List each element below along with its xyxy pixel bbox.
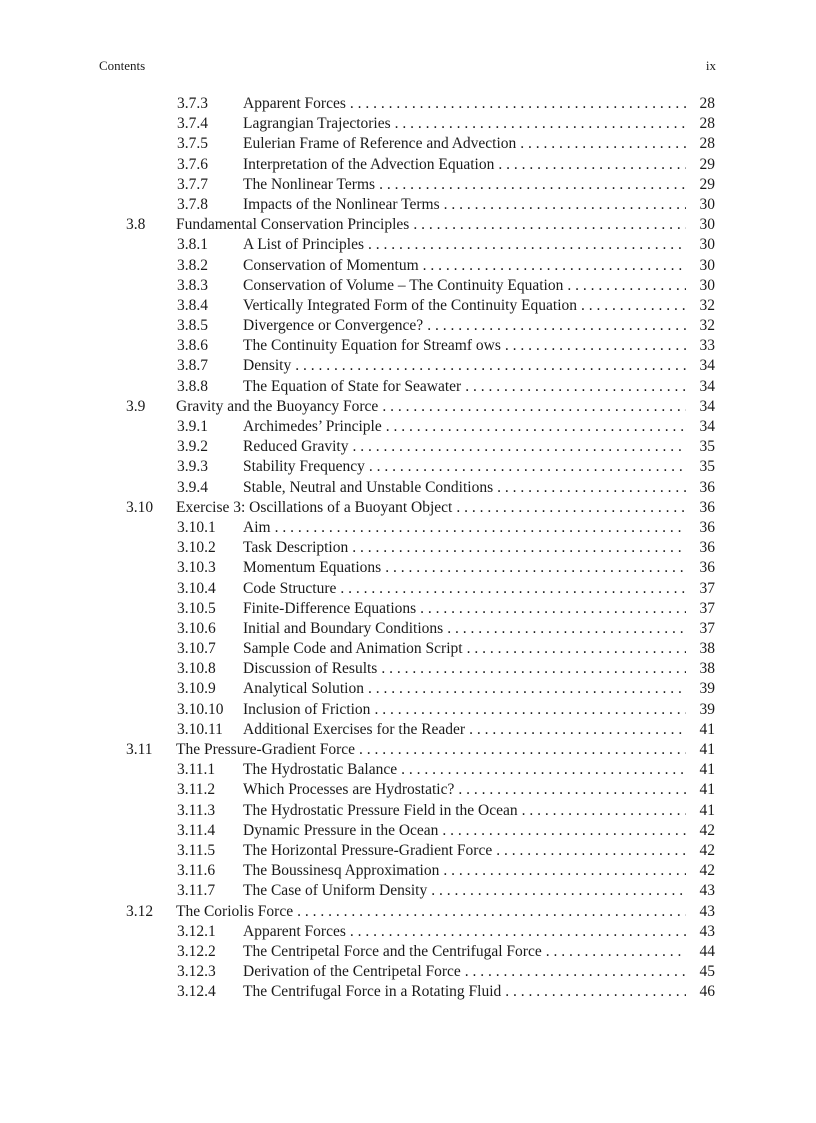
toc-entry-title: Impacts of the Nonlinear Terms <box>243 195 440 213</box>
toc-entry-page-number: 33 <box>699 337 715 355</box>
toc-subsection-entry[interactable] <box>0 114 816 134</box>
dot-leader <box>352 437 686 457</box>
toc-entry-title-wrap <box>243 982 686 1002</box>
toc-entry-number: 3.10.9 <box>177 680 216 698</box>
toc-entry-page-number: 44 <box>699 942 715 960</box>
toc-subsection-entry[interactable] <box>0 579 816 599</box>
dot-leader <box>546 942 686 962</box>
toc-entry-title-wrap <box>243 175 686 195</box>
dot-leader <box>467 639 686 659</box>
toc-entry-title: Reduced Gravity <box>243 438 349 456</box>
toc-entry-page-number: 34 <box>699 377 715 395</box>
toc-entry-page-number: 41 <box>699 741 715 758</box>
toc-entry-number: 3.7.6 <box>177 155 208 173</box>
dot-leader <box>295 356 686 376</box>
toc-entry-title: Vertically Integrated Form of the Continuity Equation <box>243 296 578 314</box>
dot-leader <box>505 336 686 356</box>
toc-entry-page-number: 39 <box>699 680 715 698</box>
toc-entry-title: Apparent Forces <box>243 95 346 112</box>
toc-entry-number: 3.11.3 <box>177 801 216 819</box>
dot-leader <box>340 579 686 599</box>
toc-entry-number: 3.12.1 <box>177 922 216 940</box>
toc-entry-number: 3.12.2 <box>177 942 216 960</box>
toc-entry-title-wrap <box>243 417 686 437</box>
toc-subsection-entry[interactable] <box>0 437 816 457</box>
toc-entry-page-number: 41 <box>699 781 715 799</box>
dot-leader <box>427 316 686 336</box>
toc-entry-title-wrap <box>243 922 686 942</box>
toc-entry-number: 3.8.8 <box>177 377 208 395</box>
toc-entry-number: 3.11.5 <box>177 841 216 859</box>
toc-entry-title-wrap <box>243 316 686 336</box>
toc-section-entry[interactable] <box>0 397 816 417</box>
toc-entry-title: Code Structure <box>243 579 337 597</box>
toc-subsection-entry[interactable] <box>0 599 816 619</box>
toc-entry-page-number: 30 <box>699 256 715 274</box>
dot-leader <box>368 679 686 699</box>
dot-leader <box>465 377 686 397</box>
toc-subsection-entry[interactable] <box>0 155 816 175</box>
toc-subsection-entry[interactable] <box>0 982 816 1002</box>
toc-entry-number: 3.10.4 <box>177 579 216 597</box>
toc-entry-title: Interpretation of the Advection Equation <box>243 155 495 173</box>
toc-subsection-entry[interactable] <box>0 195 816 215</box>
toc-entry-title-wrap <box>243 235 686 255</box>
dot-leader <box>382 397 686 417</box>
toc-entry-page-number: 41 <box>699 720 715 738</box>
toc-entry-title: Inclusion of Friction <box>243 700 371 718</box>
toc-entry-page-number: 28 <box>699 135 715 153</box>
toc-entry-page-number: 30 <box>699 216 715 234</box>
toc-subsection-entry[interactable] <box>0 861 816 881</box>
dot-leader <box>369 457 686 477</box>
toc-entry-title: Eulerian Frame of Reference and Advection <box>243 135 517 153</box>
toc-entry-page-number: 28 <box>699 95 715 112</box>
toc-entry-title-wrap <box>243 619 686 639</box>
toc-entry-title-wrap <box>243 801 686 821</box>
toc-entry-number: 3.8.3 <box>177 276 208 294</box>
toc-subsection-entry[interactable] <box>0 679 816 699</box>
toc-subsection-entry[interactable] <box>0 518 816 538</box>
toc-entry-page-number: 34 <box>699 418 715 435</box>
dot-leader <box>443 861 686 881</box>
toc-entry-number: 3.10.2 <box>177 539 216 557</box>
toc-section-entry[interactable] <box>0 498 816 518</box>
toc-entry-page-number: 29 <box>699 155 715 173</box>
toc-entry-title-wrap <box>176 498 686 518</box>
toc-entry-title: Divergence or Convergence? <box>243 317 424 335</box>
toc-entry-title-wrap <box>243 356 686 376</box>
toc-entry-number: 3.12 <box>126 902 154 920</box>
toc-subsection-entry[interactable] <box>0 316 816 336</box>
toc-entry-number: 3.11.6 <box>177 862 216 880</box>
toc-subsection-entry[interactable] <box>0 235 816 255</box>
toc-entry-number: 3.8.1 <box>177 236 208 254</box>
dot-leader <box>456 498 686 518</box>
toc-entry-page-number: 36 <box>699 498 715 516</box>
dot-leader <box>522 801 686 821</box>
toc-entry-number: 3.8.4 <box>177 296 208 314</box>
toc-entry-number: 3.10.5 <box>177 599 216 617</box>
toc-section-entry[interactable] <box>0 902 816 922</box>
toc-subsection-entry[interactable] <box>0 659 816 679</box>
toc-entry-page-number: 36 <box>699 559 715 577</box>
toc-entry-page-number: 28 <box>699 115 715 133</box>
toc-entry-title-wrap <box>243 679 686 699</box>
toc-entry-title: Exercise 3: Oscillations of a Buoyant Object <box>176 498 453 516</box>
toc-entry-title: Initial and Boundary Conditions <box>243 619 444 637</box>
toc-subsection-entry[interactable] <box>0 296 816 316</box>
dot-leader <box>413 215 686 235</box>
toc-subsection-entry[interactable] <box>0 962 816 982</box>
toc-subsection-entry[interactable] <box>0 881 816 901</box>
toc-entry-title: The Centrifugal Force in a Rotating Fluid <box>243 983 502 1001</box>
toc-subsection-entry[interactable] <box>0 256 816 276</box>
toc-entry-title-wrap <box>243 94 686 114</box>
toc-entry-number: 3.10.3 <box>177 559 216 577</box>
toc-entry-title-wrap <box>243 639 686 659</box>
toc-entry-title: Conservation of Volume – The Continuity Equation <box>243 276 564 294</box>
toc-entry-page-number: 29 <box>699 175 715 193</box>
toc-entry-title-wrap <box>243 478 686 498</box>
toc-subsection-entry[interactable] <box>0 942 816 962</box>
running-header <box>99 58 716 74</box>
toc-entry-number: 3.8.5 <box>177 317 208 335</box>
dot-leader <box>423 256 686 276</box>
dot-leader <box>297 902 686 922</box>
toc-entry-number: 3.9.2 <box>177 438 208 456</box>
toc-entry-page-number: 32 <box>699 296 715 314</box>
toc-entry-number: 3.10.10 <box>177 700 224 718</box>
toc-entry-page-number: 30 <box>699 236 715 254</box>
header-page-number: ix <box>705 58 716 73</box>
toc-entry-title: Finite-Difference Equations <box>243 599 417 617</box>
toc-entry-title: Analytical Solution <box>243 680 364 698</box>
toc-subsection-entry[interactable] <box>0 700 816 720</box>
toc-entry-page-number: 45 <box>699 963 715 981</box>
toc-entry-number: 3.7.7 <box>177 175 208 193</box>
toc-entry-title-wrap <box>243 195 686 215</box>
toc-entry-page-number: 36 <box>699 539 715 557</box>
toc-entry-title: Stability Frequency <box>243 458 365 476</box>
toc-entry-title: Momentum Equations <box>243 559 382 577</box>
toc-entry-title: Aim <box>243 518 271 536</box>
toc-entry-number: 3.12.3 <box>177 963 216 981</box>
toc-entry-page-number: 37 <box>699 579 715 597</box>
toc-entry-title-wrap <box>243 861 686 881</box>
dot-leader <box>458 780 686 800</box>
toc-entry-title-wrap <box>243 659 686 679</box>
dot-leader <box>385 558 686 578</box>
toc-subsection-entry[interactable] <box>0 276 816 296</box>
toc-entry-page-number: 46 <box>699 983 715 1001</box>
toc-entry-page-number: 37 <box>699 599 715 617</box>
toc-subsection-entry[interactable] <box>0 720 816 740</box>
dot-leader <box>444 195 686 215</box>
toc-entry-title-wrap <box>243 296 686 316</box>
dot-leader <box>498 155 686 175</box>
toc-entry-page-number: 34 <box>699 357 715 375</box>
toc-entry-title: Apparent Forces <box>243 922 346 940</box>
dot-leader <box>496 841 686 861</box>
toc-subsection-entry[interactable] <box>0 760 816 780</box>
toc-entry-number: 3.9.4 <box>177 478 208 496</box>
toc-entry-page-number: 36 <box>699 478 715 496</box>
toc-subsection-entry[interactable] <box>0 841 816 861</box>
toc-entry-number: 3.11.2 <box>177 781 216 799</box>
toc-subsection-entry[interactable] <box>0 558 816 578</box>
toc-entry-title: Derivation of the Centripetal Force <box>243 963 461 981</box>
toc-entry-page-number: 35 <box>699 438 715 456</box>
toc-entry-title-wrap <box>243 942 686 962</box>
toc-entry-page-number: 38 <box>699 660 715 678</box>
toc-entry-title-wrap <box>243 538 686 558</box>
toc-entry-page-number: 38 <box>699 640 715 658</box>
toc-entry-title: Which Processes are Hydrostatic? <box>243 781 455 799</box>
toc-entry-title: The Coriolis Force <box>176 902 294 920</box>
toc-entry-title: Conservation of Momentum <box>243 256 419 274</box>
toc-entry-number: 3.10.7 <box>177 640 216 658</box>
toc-entry-number: 3.11.1 <box>177 761 216 779</box>
toc-entry-number: 3.9.1 <box>177 418 208 435</box>
toc-entry-title-wrap <box>243 579 686 599</box>
toc-entry-title: Fundamental Conservation Principles <box>176 216 410 234</box>
toc-subsection-entry[interactable] <box>0 94 816 114</box>
toc-entry-title-wrap <box>243 518 686 538</box>
toc-entry-title: The Equation of State for Seawater <box>243 377 462 395</box>
dot-leader <box>581 296 686 316</box>
toc-subsection-entry[interactable] <box>0 377 816 397</box>
toc-entry-page-number: 42 <box>699 841 715 859</box>
toc-entry-number: 3.11.7 <box>177 882 216 900</box>
dot-leader <box>442 821 686 841</box>
toc-entry-title-wrap <box>243 437 686 457</box>
toc-entry-title-wrap <box>243 276 686 296</box>
toc-entry-title-wrap <box>176 397 686 417</box>
toc-entry-title-wrap <box>243 760 686 780</box>
toc-subsection-entry[interactable] <box>0 457 816 477</box>
toc-entry-title: Sample Code and Animation Script <box>243 640 463 658</box>
table-of-contents <box>0 94 816 1002</box>
dot-leader <box>350 922 686 942</box>
toc-entry-title-wrap <box>243 377 686 397</box>
dot-leader <box>352 538 686 558</box>
dot-leader <box>350 94 686 114</box>
dot-leader <box>420 599 686 619</box>
toc-entry-number: 3.10.8 <box>177 660 216 678</box>
toc-entry-number: 3.9.3 <box>177 458 208 476</box>
dot-leader <box>374 700 686 720</box>
toc-entry-page-number: 37 <box>699 619 715 637</box>
toc-entry-number: 3.8.2 <box>177 256 208 274</box>
toc-entry-title-wrap <box>243 881 686 901</box>
dot-leader <box>368 235 686 255</box>
toc-entry-page-number: 43 <box>699 922 715 940</box>
toc-entry-title-wrap <box>176 215 686 235</box>
toc-entry-page-number: 42 <box>699 862 715 880</box>
toc-section-entry[interactable] <box>0 215 816 235</box>
toc-entry-page-number: 30 <box>699 195 715 213</box>
toc-entry-page-number: 35 <box>699 458 715 476</box>
dot-leader <box>431 881 686 901</box>
toc-subsection-entry[interactable] <box>0 821 816 841</box>
toc-entry-title: Discussion of Results <box>243 660 378 678</box>
toc-entry-number: 3.8 <box>126 216 146 234</box>
dot-leader <box>395 114 686 134</box>
toc-entry-title: The Continuity Equation for Streamf ows <box>243 337 501 355</box>
toc-entry-title: Gravity and the Buoyancy Force <box>176 397 379 415</box>
dot-leader <box>505 982 686 1002</box>
dot-leader <box>386 417 686 437</box>
toc-entry-title: The Boussinesq Approximation <box>243 862 440 880</box>
toc-entry-title: The Centripetal Force and the Centrifugal Force <box>243 942 542 960</box>
toc-entry-number: 3.7.8 <box>177 195 208 213</box>
toc-entry-title: The Hydrostatic Balance <box>243 761 398 779</box>
toc-entry-title: The Nonlinear Terms <box>243 175 376 193</box>
toc-entry-title: Density <box>243 357 292 375</box>
toc-entry-title: The Pressure-Gradient Force <box>176 741 356 758</box>
toc-entry-title-wrap <box>176 902 686 922</box>
dot-leader <box>381 659 686 679</box>
toc-entry-title-wrap <box>243 336 686 356</box>
dot-leader <box>465 962 686 982</box>
toc-subsection-entry[interactable] <box>0 922 816 942</box>
toc-entry-page-number: 41 <box>699 761 715 779</box>
toc-entry-title-wrap <box>243 134 686 154</box>
toc-entry-title: Archimedes’ Principle <box>243 418 382 435</box>
dot-leader <box>447 619 686 639</box>
toc-entry-number: 3.7.4 <box>177 115 208 133</box>
toc-entry-number: 3.9 <box>126 397 146 415</box>
toc-entry-number: 3.8.6 <box>177 337 208 355</box>
toc-entry-title-wrap <box>243 780 686 800</box>
toc-subsection-entry[interactable] <box>0 134 816 154</box>
toc-subsection-entry[interactable] <box>0 175 816 195</box>
toc-entry-page-number: 43 <box>699 882 715 900</box>
dot-leader <box>401 760 686 780</box>
toc-entry-title-wrap <box>176 740 686 760</box>
dot-leader <box>275 518 686 538</box>
toc-entry-title: The Hydrostatic Pressure Field in the Ocean <box>243 801 518 819</box>
toc-entry-title-wrap <box>243 821 686 841</box>
toc-entry-number: 3.10 <box>126 498 154 516</box>
toc-entry-title-wrap <box>243 256 686 276</box>
toc-entry-title-wrap <box>243 841 686 861</box>
toc-entry-number: 3.10.1 <box>177 518 216 536</box>
toc-entry-title: Dynamic Pressure in the Ocean <box>243 821 439 839</box>
toc-entry-title: Additional Exercises for the Reader <box>243 720 466 738</box>
dot-leader <box>520 134 686 154</box>
toc-entry-number: 3.10.6 <box>177 619 216 637</box>
toc-entry-page-number: 39 <box>699 700 715 718</box>
toc-entry-title-wrap <box>243 599 686 619</box>
toc-entry-number: 3.11 <box>126 741 153 758</box>
toc-subsection-entry[interactable] <box>0 801 816 821</box>
toc-entry-title-wrap <box>243 558 686 578</box>
toc-entry-page-number: 30 <box>699 276 715 294</box>
toc-subsection-entry[interactable] <box>0 356 816 376</box>
toc-entry-number: 3.7.5 <box>177 135 208 153</box>
toc-entry-title-wrap <box>243 457 686 477</box>
toc-entry-title: A List of Principles <box>243 236 364 254</box>
toc-entry-number: 3.7.3 <box>177 95 208 112</box>
toc-subsection-entry[interactable] <box>0 478 816 498</box>
toc-entry-title: The Horizontal Pressure-Gradient Force <box>243 841 493 859</box>
dot-leader <box>359 740 686 760</box>
toc-entry-title: Stable, Neutral and Unstable Conditions <box>243 478 494 496</box>
toc-entry-page-number: 42 <box>699 821 715 839</box>
toc-subsection-entry[interactable] <box>0 538 816 558</box>
toc-entry-title: Task Description <box>243 539 349 557</box>
toc-entry-title-wrap <box>243 114 686 134</box>
toc-entry-page-number: 43 <box>699 902 715 920</box>
toc-subsection-entry[interactable] <box>0 780 816 800</box>
toc-entry-page-number: 32 <box>699 317 715 335</box>
toc-entry-number: 3.12.4 <box>177 983 216 1001</box>
toc-subsection-entry[interactable] <box>0 417 816 437</box>
toc-entry-number: 3.8.7 <box>177 357 208 375</box>
toc-entry-title: The Case of Uniform Density <box>243 882 428 900</box>
toc-entry-title: Lagrangian Trajectories <box>243 115 391 133</box>
dot-leader <box>497 478 686 498</box>
toc-entry-page-number: 34 <box>699 397 715 415</box>
toc-entry-number: 3.10.11 <box>177 720 223 738</box>
toc-entry-title-wrap <box>243 155 686 175</box>
header-title: Contents <box>99 58 146 73</box>
toc-entry-title-wrap <box>243 720 686 740</box>
toc-entry-number: 3.11.4 <box>177 821 216 839</box>
toc-entry-page-number: 41 <box>699 801 715 819</box>
dot-leader <box>469 720 686 740</box>
dot-leader <box>567 276 686 296</box>
dot-leader <box>379 175 686 195</box>
toc-entry-title-wrap <box>243 700 686 720</box>
toc-subsection-entry[interactable] <box>0 336 816 356</box>
toc-subsection-entry[interactable] <box>0 619 816 639</box>
toc-subsection-entry[interactable] <box>0 639 816 659</box>
toc-entry-page-number: 36 <box>699 518 715 536</box>
toc-entry-title-wrap <box>243 962 686 982</box>
toc-section-entry[interactable] <box>0 740 816 760</box>
